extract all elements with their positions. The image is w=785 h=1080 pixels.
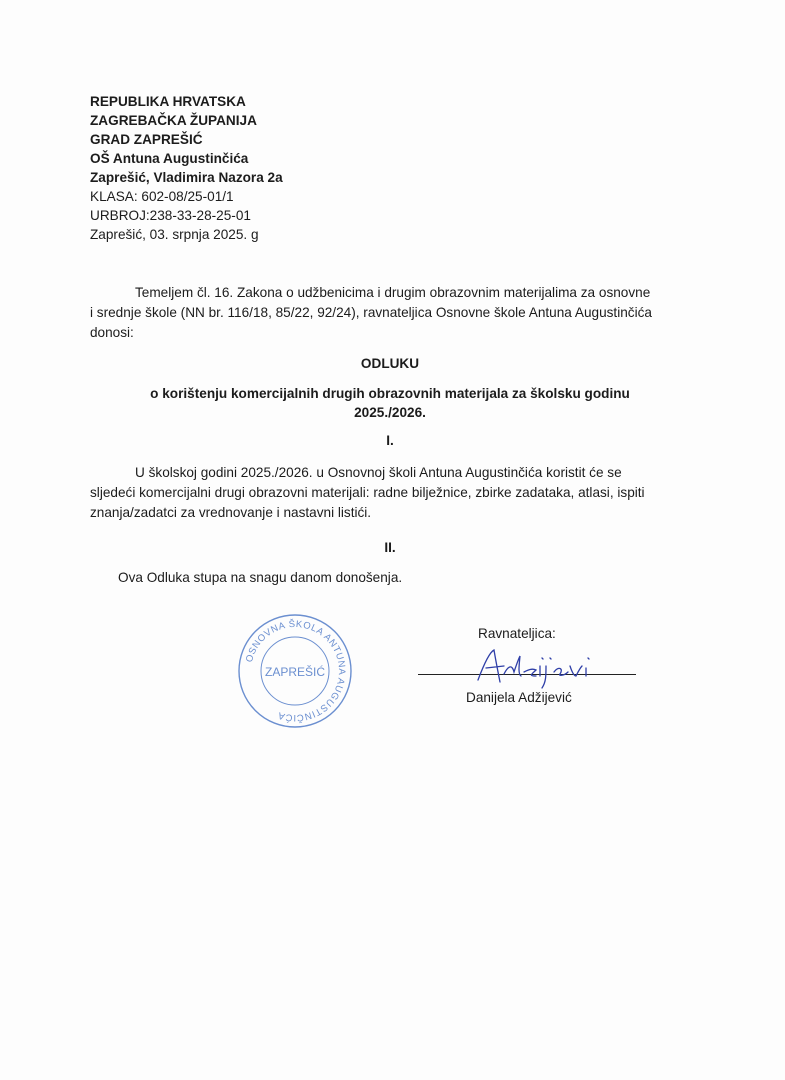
school-stamp (236, 612, 354, 730)
intro-line: i srednje škole (NN br. 116/18, 85/22, 92/24), ravnateljica Osnovne škole Antuna Augustinčića (90, 305, 652, 320)
intro-line: donosi: (90, 325, 134, 340)
section-heading-2: II. (384, 540, 396, 555)
klasa-reference: KLASA: 602-08/25-01/1 (90, 189, 234, 204)
section-2-paragraph: Ova Odluka stupa na snagu danom donošenja. (118, 570, 403, 585)
school-name: OŠ Antuna Augustinčića (90, 151, 249, 166)
section-1-paragraph (90, 463, 688, 523)
document-header (90, 92, 283, 244)
decision-subtitle (90, 384, 690, 422)
subtitle-line: o korištenju komercijalnih drugih obrazovnih materijala za školsku godinu (150, 386, 630, 401)
intro-paragraph (90, 283, 690, 343)
city-line: GRAD ZAPREŠIĆ (90, 132, 203, 147)
intro-line: Temeljem čl. 16. Zakona o udžbenicima i drugim obrazovnim materijalima za osnovne (135, 285, 651, 300)
paragraph-line: U školskoj godini 2025./2026. u Osnovnoj školi Antuna Augustinčića koristit će se (135, 465, 622, 480)
country-line: REPUBLIKA HRVATSKA (90, 94, 246, 109)
decision-title: ODLUKU (360, 356, 420, 371)
handwritten-signature (466, 642, 616, 694)
paragraph-line: znanja/zadatci za vrednovanje i nastavni listići. (90, 505, 372, 520)
stamp-ring-text: OSNOVNA ŠKOLA ANTUNA AUGUSTINČIĆA (243, 618, 348, 724)
urbroj-reference: URBROJ:238-33-28-25-01 (90, 208, 251, 223)
signature-label: Ravnateljica: (478, 626, 556, 641)
county-line: ZAGREBAČKA ŽUPANIJA (90, 113, 257, 128)
paragraph-line: sljedeći komercijalni drugi obrazovni materijali: radne bilježnice, zbirke zadataka, atlasi, ispiti (90, 485, 645, 500)
subtitle-line: 2025./2026. (354, 405, 426, 420)
stamp-center-text: ZAPREŠIĆ (264, 665, 326, 679)
section-heading-1: I. (386, 433, 394, 448)
school-address: Zaprešić, Vladimira Nazora 2a (90, 170, 283, 185)
signatory-name: Danijela Adžijević (466, 690, 572, 705)
document-date: Zaprešić, 03. srpnja 2025. g (90, 227, 259, 242)
